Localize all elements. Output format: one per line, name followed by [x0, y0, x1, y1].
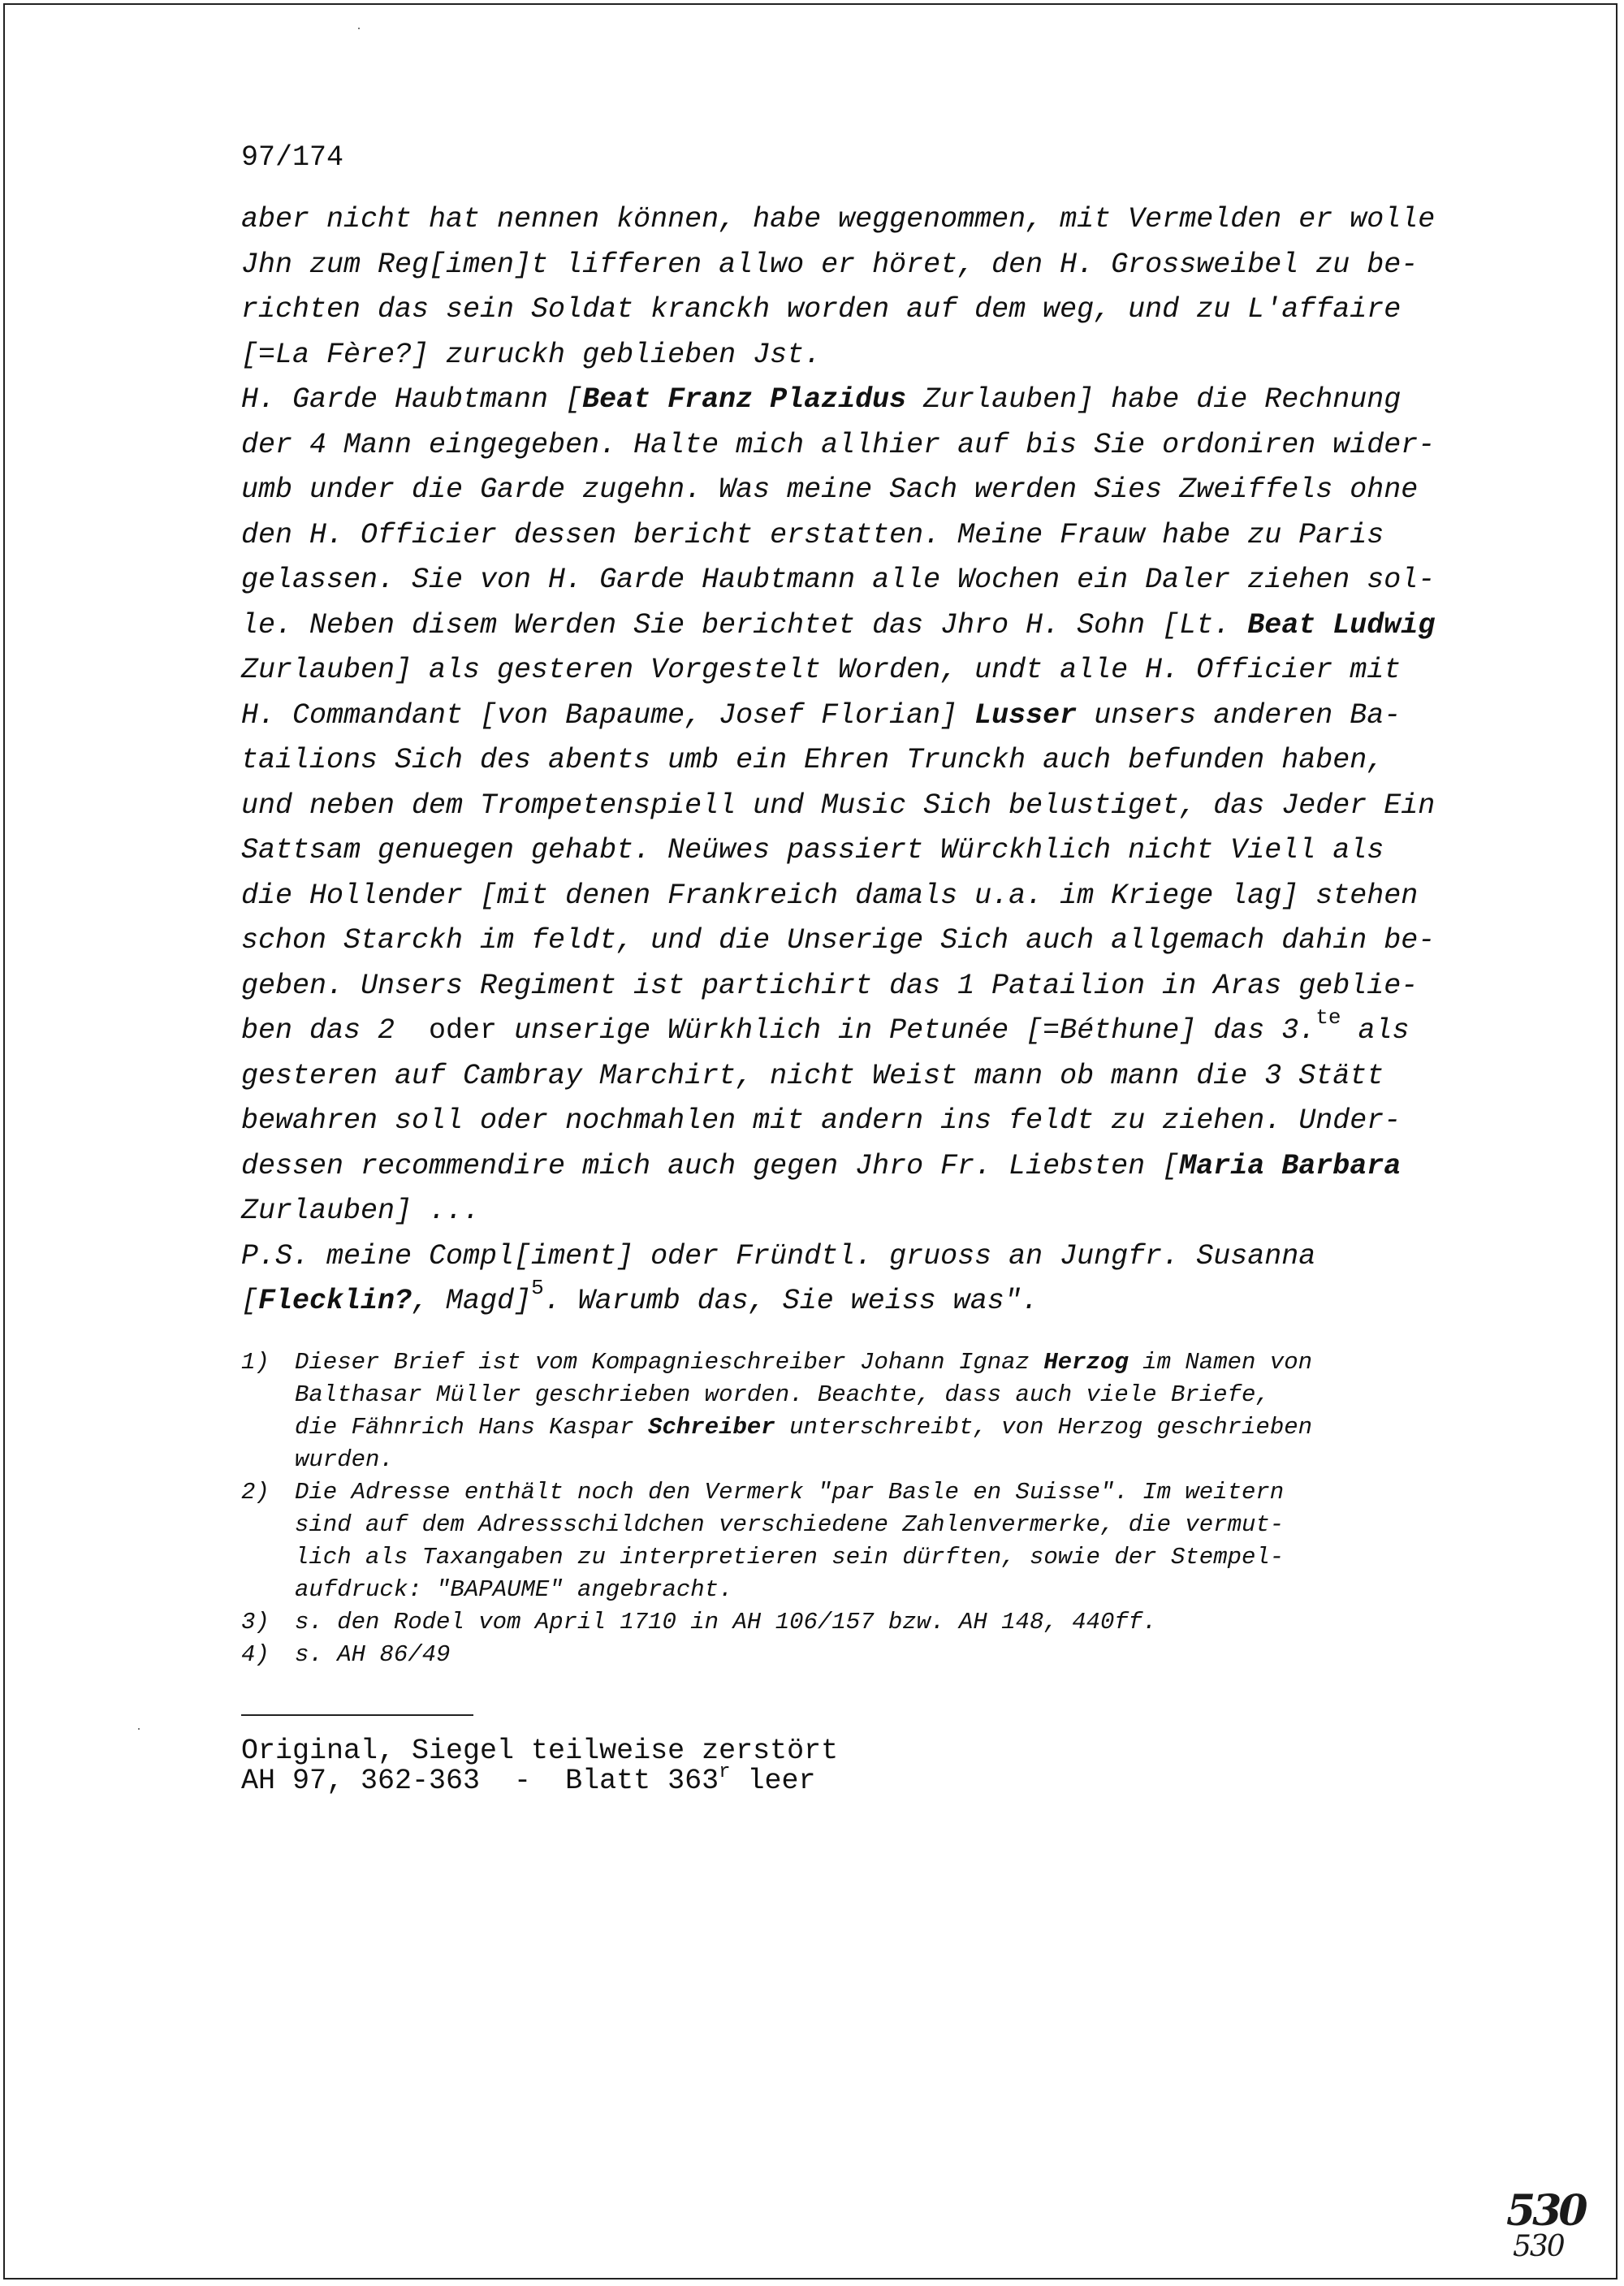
- footnote-text: [295, 1476, 1284, 1606]
- text-line: Jhn zum Reg[imen]t lifferen allwo er höret, den H. Grossweibel zu be-: [241, 248, 1419, 281]
- text-line: [241, 1005, 1435, 1054]
- footnote: [241, 1606, 1312, 1639]
- text-line: [241, 603, 1435, 649]
- page-number: 97/174: [241, 141, 344, 174]
- text-line: sind auf dem Adressschildchen verschiedene Zahlenvermerke, die vermut-: [295, 1511, 1285, 1538]
- source-leer: leer: [730, 1765, 816, 1797]
- footnote-divider: [241, 1714, 473, 1716]
- footnote-number: 1): [241, 1349, 270, 1376]
- footnote-number: 2): [241, 1479, 270, 1506]
- text-segment: Dieser Brief ist vom Kompagnieschreiber Johann Ignaz: [295, 1349, 1044, 1376]
- text-segment: unsers anderen Ba-: [1077, 698, 1402, 732]
- text-segment: unserige Würkhlich in Petunée [=Béthune] das 3.: [514, 1014, 1316, 1047]
- text-line: schon Starckh im feldt, und die Unserige Sich auch allgemach dahin be-: [241, 924, 1436, 957]
- folio-stamp: [1506, 2186, 1596, 2267]
- text-line: aber nicht hat nennen können, habe weggenommen, mit Vermelden er wolle: [241, 203, 1436, 236]
- text-line: Die Adresse enthält noch den Vermerk "par Basle en Suisse". Im weitern: [295, 1479, 1285, 1506]
- footnotes: [241, 1346, 1312, 1671]
- bold-name: Maria Barbara: [1179, 1149, 1402, 1182]
- bold-name: Beat Franz Plazidus: [582, 383, 907, 416]
- text-segment: die Fähnrich Hans Kaspar: [295, 1414, 649, 1441]
- text-line: Zurlauben] ...: [241, 1195, 481, 1227]
- source-line-original: Original, Siegel teilweise zerstört: [241, 1735, 839, 1767]
- text-line: Zurlauben] als gesteren Vorgestelt Worden, undt alle H. Officier mit: [241, 654, 1402, 686]
- upright-text: oder: [412, 1014, 515, 1047]
- text-line: umb under die Garde zugehn. Was meine Sach werden Sies Zweiffels ohne: [241, 473, 1419, 506]
- text-segment: im Namen von: [1128, 1349, 1313, 1376]
- folio-stamp-number: 530: [1506, 2186, 1585, 2236]
- text-line: [241, 1144, 1435, 1190]
- text-line: [241, 694, 1435, 739]
- text-segment: H. Garde Haubtmann [: [241, 383, 583, 416]
- text-line: Balthasar Müller geschrieben worden. Beachte, dass auch viele Briefe,: [295, 1381, 1270, 1408]
- footnote-text: [295, 1639, 450, 1671]
- footnote-text: [295, 1346, 1312, 1476]
- superscript: 5: [531, 1276, 544, 1300]
- text-line: lich als Taxangaben zu interpretieren sein dürften, sowie der Stempel-: [295, 1544, 1285, 1571]
- text-line: [295, 1411, 1312, 1444]
- footnote: [241, 1639, 1312, 1671]
- letter-text: [241, 197, 1435, 1324]
- footnote: [241, 1476, 1312, 1606]
- text-line: [295, 1346, 1312, 1379]
- text-segment: ben das 2: [241, 1014, 412, 1047]
- text-line: P.S. meine Compl[iment] oder Fründtl. gruoss an Jungfr. Susanna: [241, 1239, 1316, 1273]
- text-line: s. den Rodel vom April 1710 in AH 106/157 bzw. AH 148, 440ff.: [295, 1609, 1157, 1636]
- text-line: [241, 1276, 1435, 1324]
- text-segment: [: [241, 1285, 259, 1317]
- text-line: [241, 378, 1435, 423]
- scan-speck: [138, 1728, 140, 1730]
- text-segment: unterschreibt, von Herzog geschrieben: [775, 1414, 1313, 1441]
- text-line: gelassen. Sie von H. Garde Haubtmann alle Wochen ein Daler ziehen sol-: [241, 564, 1436, 596]
- footnote-text: [295, 1606, 1157, 1639]
- text-segment: . Warumb das, Sie weiss was".: [543, 1285, 1039, 1317]
- text-segment: Zurlauben] habe die Rechnung: [906, 383, 1402, 416]
- text-segment: le. Neben disem Werden Sie berichtet das Jhro H. Sohn [Lt.: [241, 608, 1248, 642]
- text-line: die Hollender [mit denen Frankreich damals u.a. im Kriege lag] stehen: [241, 879, 1419, 912]
- text-line: bewahren soll oder nochmahlen mit andern ins feldt zu ziehen. Under-: [241, 1104, 1402, 1137]
- bold-name: Herzog: [1043, 1349, 1129, 1376]
- footnote-number: 4): [241, 1641, 270, 1668]
- text-line: gesteren auf Cambray Marchirt, nicht Weist mann ob mann die 3 Stätt: [241, 1059, 1384, 1092]
- text-line: s. AH 86/49: [295, 1641, 451, 1668]
- source-line-archive: [241, 1761, 838, 1797]
- text-segment: dessen recommendire mich auch gegen Jhro Fr. Liebsten [: [241, 1149, 1180, 1182]
- text-line: [=La Fère?] zuruckh geblieben Jst.: [241, 338, 822, 371]
- bold-name: Flecklin?: [258, 1285, 412, 1317]
- text-line: tailions Sich des abents umb ein Ehren Trunckh auch befunden haben,: [241, 744, 1384, 776]
- text-line: der 4 Mann eingegeben. Halte mich allhier auf bis Sie ordoniren wider-: [241, 428, 1436, 461]
- text-line: Sattsam genuegen gehabt. Neüwes passiert Würckhlich nicht Viell als: [241, 834, 1384, 866]
- source-recto-mark: r: [719, 1761, 731, 1783]
- text-line: aufdruck: "BAPAUME" angebracht.: [295, 1576, 733, 1603]
- text-segment: H. Commandant [von Bapaume, Josef Florian]: [241, 698, 975, 732]
- source-note: [241, 1736, 838, 1796]
- folio-stamp-number-small: 530: [1513, 2230, 1564, 2263]
- text-line: geben. Unsers Regiment ist partichirt das 1 Patailion in Aras geblie-: [241, 969, 1419, 1002]
- footnote: [241, 1346, 1312, 1476]
- text-line: und neben dem Trompetenspiell und Music Sich belustiget, das Jeder Ein: [241, 789, 1436, 822]
- bold-name: Lusser: [974, 698, 1078, 732]
- scan-speck: [358, 28, 360, 29]
- text-line: den H. Officier dessen bericht erstatten. Meine Frauw habe zu Paris: [241, 518, 1384, 551]
- superscript: te: [1315, 1005, 1341, 1030]
- bold-name: Schreiber: [648, 1414, 775, 1441]
- text-line: wurden.: [295, 1446, 394, 1473]
- bold-name: Beat Ludwig: [1247, 608, 1436, 642]
- source-archive-ref: AH 97, 362-363 - Blatt 363: [241, 1765, 719, 1797]
- text-segment: als: [1341, 1014, 1410, 1047]
- text-line: richten das sein Soldat kranckh worden auf dem weg, und zu L'affaire: [241, 293, 1402, 326]
- text-segment: , Magd]: [412, 1285, 532, 1317]
- footnote-number: 3): [241, 1609, 270, 1636]
